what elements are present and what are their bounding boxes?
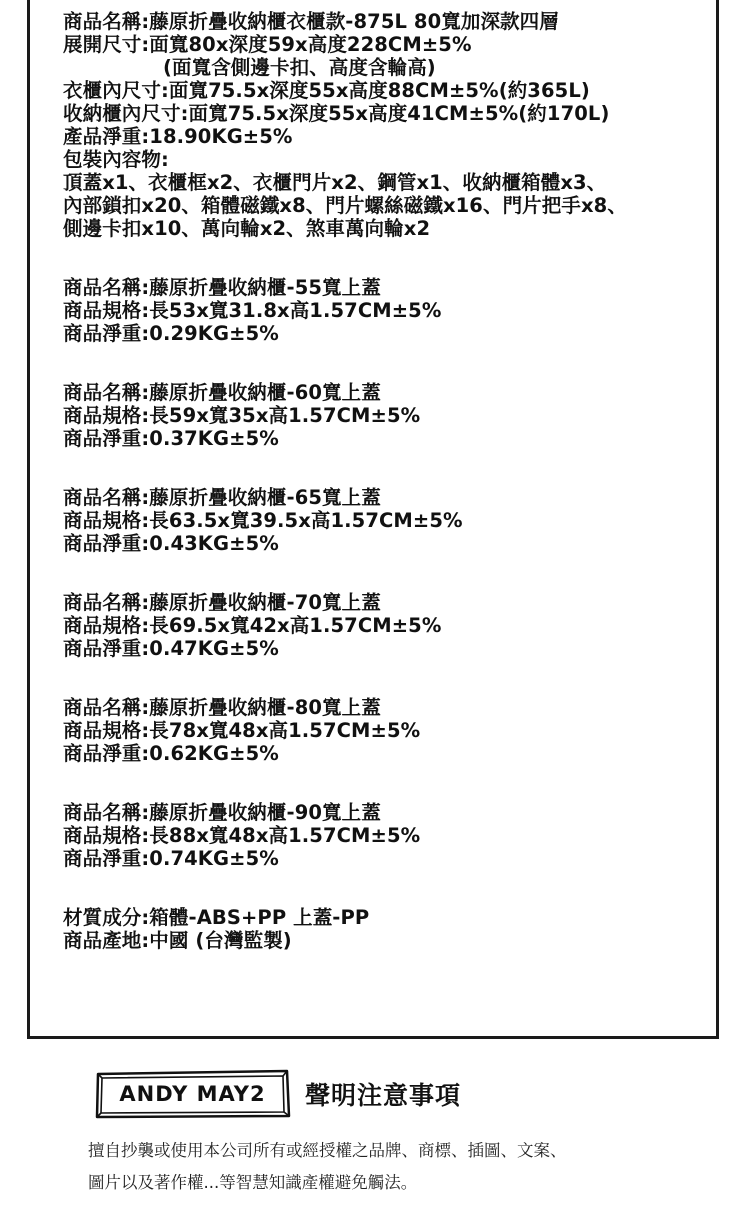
spec-line-package-contents-3: 側邊卡扣x10、萬向輪x2、煞車萬向輪x2 bbox=[63, 217, 431, 240]
product-spec-content bbox=[63, 10, 723, 952]
spec-line-package-heading: 包裝內容物: bbox=[63, 148, 169, 171]
lid-55-weight: 商品淨重:0.29KG±5% bbox=[63, 322, 279, 345]
lid-90-weight: 商品淨重:0.74KG±5% bbox=[63, 847, 279, 870]
lid-55-name: 商品名稱:藤原折疊收納櫃-55寬上蓋 bbox=[63, 276, 381, 299]
spec-line-net-weight: 產品淨重:18.90KG±5% bbox=[63, 125, 293, 148]
lid-80-name: 商品名稱:藤原折疊收納櫃-80寬上蓋 bbox=[63, 696, 381, 719]
spacer bbox=[63, 765, 723, 801]
country-of-origin: 商品產地:中國 (台灣監製) bbox=[63, 929, 292, 952]
notice-body bbox=[88, 1135, 728, 1199]
lid-65-spec: 商品規格:長63.5x寬39.5x高1.57CM±5% bbox=[63, 509, 463, 532]
notice-body-line-1: 擅自抄襲或使用本公司所有或經授權之品牌、商標、插圖、文案、 bbox=[88, 1141, 567, 1160]
spec-line-size-note: (面寬含側邊卡扣、高度含輪高) bbox=[163, 56, 436, 79]
spec-line-unfolded-size: 展開尺寸:面寬80x深度59x高度228CM±5% bbox=[63, 33, 472, 56]
notice-title: 聲明注意事項 bbox=[305, 1081, 462, 1110]
spec-line-wardrobe-inner-size: 衣櫃內尺寸:面寬75.5x深度55x高度88CM±5%(約365L) bbox=[63, 79, 590, 102]
lid-65-name: 商品名稱:藤原折疊收納櫃-65寬上蓋 bbox=[63, 486, 381, 509]
spacer bbox=[63, 870, 723, 906]
logo-text: ANDY MAY2 bbox=[119, 1082, 266, 1106]
spacer bbox=[63, 240, 723, 276]
spacer bbox=[63, 555, 723, 591]
spacer bbox=[63, 345, 723, 381]
lid-70-weight: 商品淨重:0.47KG±5% bbox=[63, 637, 279, 660]
lid-90-spec: 商品規格:長88x寬48x高1.57CM±5% bbox=[63, 824, 421, 847]
lid-70-name: 商品名稱:藤原折疊收納櫃-70寬上蓋 bbox=[63, 591, 381, 614]
spec-line-package-contents-1: 頂蓋x1、衣櫃框x2、衣櫃門片x2、鋼管x1、收納櫃箱體x3、 bbox=[63, 171, 607, 194]
lid-60-spec: 商品規格:長59x寬35x高1.57CM±5% bbox=[63, 404, 421, 427]
product-spec-box bbox=[27, 0, 719, 1039]
andy-may2-logo bbox=[94, 1069, 291, 1119]
material-composition: 材質成分:箱體-ABS+PP 上蓋-PP bbox=[63, 906, 370, 929]
lid-80-spec: 商品規格:長78x寬48x高1.57CM±5% bbox=[63, 719, 421, 742]
spacer bbox=[63, 450, 723, 486]
spacer bbox=[63, 660, 723, 696]
notice-header bbox=[88, 1063, 728, 1125]
lid-55-spec: 商品規格:長53x寬31.8x高1.57CM±5% bbox=[63, 299, 442, 322]
lid-70-spec: 商品規格:長69.5x寬42x高1.57CM±5% bbox=[63, 614, 442, 637]
spec-line-product-name: 商品名稱:藤原折疊收納櫃衣櫃款-875L 80寬加深款四層 bbox=[63, 10, 559, 33]
spec-line-package-contents-2: 內部鎖扣x20、箱體磁鐵x8、門片螺絲磁鐵x16、門片把手x8、 bbox=[63, 194, 627, 217]
copyright-notice bbox=[88, 1063, 728, 1199]
lid-90-name: 商品名稱:藤原折疊收納櫃-90寬上蓋 bbox=[63, 801, 381, 824]
lid-80-weight: 商品淨重:0.62KG±5% bbox=[63, 742, 279, 765]
lid-60-name: 商品名稱:藤原折疊收納櫃-60寬上蓋 bbox=[63, 381, 381, 404]
lid-65-weight: 商品淨重:0.43KG±5% bbox=[63, 532, 279, 555]
spec-line-storage-inner-size: 收納櫃內尺寸:面寬75.5x深度55x高度41CM±5%(約170L) bbox=[63, 102, 610, 125]
notice-body-line-2: 圖片以及著作權...等智慧知識產權避免觸法。 bbox=[88, 1173, 418, 1192]
lid-60-weight: 商品淨重:0.37KG±5% bbox=[63, 427, 279, 450]
